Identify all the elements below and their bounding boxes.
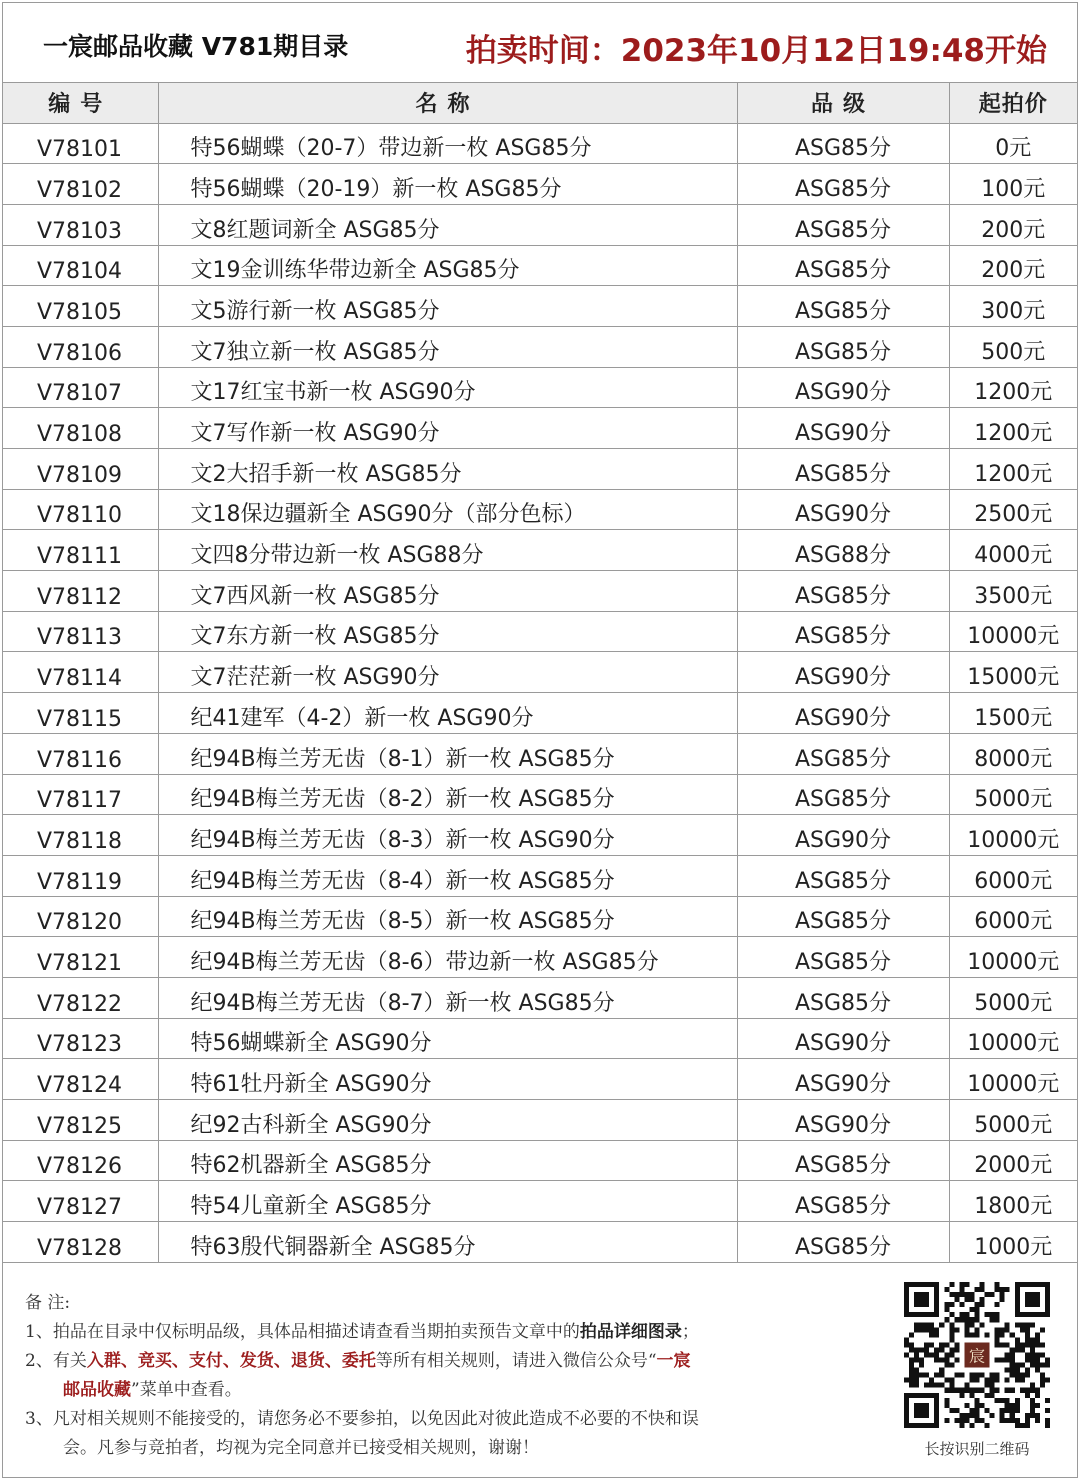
- item-name: 文7茫茫新一枚 ASG90分: [158, 652, 737, 693]
- lot-code: V78104: [3, 245, 158, 286]
- item-grade: ASG85分: [737, 855, 949, 896]
- item-grade: ASG85分: [737, 611, 949, 652]
- table-body: [3, 123, 1077, 1262]
- item-name: 文8红题词新全 ASG85分: [158, 204, 737, 245]
- item-name: 纪41建军（4-2）新一枚 ASG90分: [158, 693, 737, 734]
- start-price: 200元: [949, 204, 1077, 245]
- start-price: 1200元: [949, 408, 1077, 449]
- table-row: [3, 774, 1077, 815]
- start-price: 6000元: [949, 855, 1077, 896]
- item-grade: ASG85分: [737, 164, 949, 205]
- table-row: [3, 245, 1077, 286]
- lot-code: V78115: [3, 693, 158, 734]
- item-grade: ASG85分: [737, 245, 949, 286]
- lot-code: V78112: [3, 571, 158, 612]
- item-name: 纪92古科新全 ASG90分: [158, 1100, 737, 1141]
- item-name: 文18保边疆新全 ASG90分（部分色标）: [158, 489, 737, 530]
- item-name: 文7写作新一枚 ASG90分: [158, 408, 737, 449]
- start-price: 5000元: [949, 977, 1077, 1018]
- start-price: 8000元: [949, 733, 1077, 774]
- start-price: 1200元: [949, 449, 1077, 490]
- start-price: 10000元: [949, 1059, 1077, 1100]
- note-2: 2、有关入群、竞买、支付、发货、退货、委托等所有相关规则，请进入微信公众号“一宸: [25, 1351, 691, 1371]
- item-name: 文17红宝书新一枚 ASG90分: [158, 367, 737, 408]
- start-price: 4000元: [949, 530, 1077, 571]
- lot-code: V78124: [3, 1059, 158, 1100]
- table-row: [3, 1059, 1077, 1100]
- item-grade: ASG90分: [737, 408, 949, 449]
- table-row: [3, 1140, 1077, 1181]
- table-row: [3, 977, 1077, 1018]
- table-row: [3, 408, 1077, 449]
- note-1: 1、拍品在目录中仅标明品级，具体品相描述请查看当期拍卖预告文章中的拍品详细图录；: [25, 1322, 699, 1342]
- lot-code: V78118: [3, 815, 158, 856]
- item-grade: ASG85分: [737, 1181, 949, 1222]
- table-row: [3, 1181, 1077, 1222]
- item-grade: ASG90分: [737, 1059, 949, 1100]
- item-name: 特63殷代铜器新全 ASG85分: [158, 1222, 737, 1263]
- item-grade: ASG85分: [737, 977, 949, 1018]
- table-row: [3, 815, 1077, 856]
- item-grade: ASG90分: [737, 652, 949, 693]
- table-row: [3, 1222, 1077, 1263]
- start-price: 300元: [949, 286, 1077, 327]
- item-name: 特62机器新全 ASG85分: [158, 1140, 737, 1181]
- lot-code: V78125: [3, 1100, 158, 1141]
- col-header-grade: 品级: [737, 83, 949, 123]
- lot-code: V78101: [3, 123, 158, 164]
- note-3: 3、凡对相关规则不能接受的，请您务必不要参拍，以免因此对彼此造成不必要的不快和误: [25, 1409, 699, 1429]
- table-row: [3, 1018, 1077, 1059]
- table-row: [3, 367, 1077, 408]
- note-2-account-cont: 邮品收藏: [63, 1380, 131, 1400]
- qr-logo-char: 宸: [968, 1346, 986, 1366]
- note-1-emphasis: 拍品详细图录: [579, 1322, 682, 1342]
- lot-code: V78116: [3, 733, 158, 774]
- col-header-price: 起拍价: [949, 83, 1077, 123]
- start-price: 200元: [949, 245, 1077, 286]
- item-grade: ASG90分: [737, 1018, 949, 1059]
- start-price: 15000元: [949, 652, 1077, 693]
- lot-code: V78127: [3, 1181, 158, 1222]
- start-price: 1500元: [949, 693, 1077, 734]
- start-price: 2500元: [949, 489, 1077, 530]
- lot-code: V78103: [3, 204, 158, 245]
- lot-code: V78126: [3, 1140, 158, 1181]
- start-price: 100元: [949, 164, 1077, 205]
- notes-heading: 备 注:: [25, 1293, 71, 1313]
- item-grade: ASG85分: [737, 286, 949, 327]
- lot-code: V78110: [3, 489, 158, 530]
- catalog-table: [3, 83, 1077, 1263]
- note-2-continued: 邮品收藏”菜单中查看。: [63, 1380, 242, 1400]
- start-price: 1000元: [949, 1222, 1077, 1263]
- item-name: 文19金训练华带边新全 ASG85分: [158, 245, 737, 286]
- item-name: 特56蝴蝶（20-19）新一枚 ASG85分: [158, 164, 737, 205]
- lot-code: V78106: [3, 326, 158, 367]
- title-bar: [3, 3, 1077, 83]
- lot-code: V78109: [3, 449, 158, 490]
- item-grade: ASG90分: [737, 693, 949, 734]
- item-name: 文2大招手新一枚 ASG85分: [158, 449, 737, 490]
- lot-code: V78123: [3, 1018, 158, 1059]
- item-name: 纪94B梅兰芳无齿（8-2）新一枚 ASG85分: [158, 774, 737, 815]
- table-row: [3, 571, 1077, 612]
- item-name: 文7独立新一枚 ASG85分: [158, 326, 737, 367]
- table-row: [3, 652, 1077, 693]
- start-price: 10000元: [949, 611, 1077, 652]
- item-grade: ASG88分: [737, 530, 949, 571]
- qr-code-icon[interactable]: [904, 1282, 1050, 1428]
- lot-code: V78102: [3, 164, 158, 205]
- item-grade: ASG85分: [737, 896, 949, 937]
- item-grade: ASG90分: [737, 815, 949, 856]
- start-price: 1800元: [949, 1181, 1077, 1222]
- table-row: [3, 896, 1077, 937]
- item-grade: ASG85分: [737, 326, 949, 367]
- col-header-name: 名称: [158, 83, 737, 123]
- table-header-row: [3, 83, 1077, 123]
- item-name: 文7西风新一枚 ASG85分: [158, 571, 737, 612]
- table-row: [3, 530, 1077, 571]
- start-price: 1200元: [949, 367, 1077, 408]
- item-grade: ASG85分: [737, 204, 949, 245]
- item-name: 文四8分带边新一枚 ASG88分: [158, 530, 737, 571]
- item-grade: ASG85分: [737, 571, 949, 612]
- col-header-code: 编号: [3, 83, 158, 123]
- item-name: 特56蝴蝶（20-7）带边新一枚 ASG85分: [158, 123, 737, 164]
- table-row: [3, 123, 1077, 164]
- table-row: [3, 164, 1077, 205]
- lot-code: V78117: [3, 774, 158, 815]
- start-price: 5000元: [949, 774, 1077, 815]
- lot-code: V78111: [3, 530, 158, 571]
- start-price: 10000元: [949, 937, 1077, 978]
- item-name: 纪94B梅兰芳无齿（8-6）带边新一枚 ASG85分: [158, 937, 737, 978]
- item-grade: ASG85分: [737, 449, 949, 490]
- lot-code: V78119: [3, 855, 158, 896]
- lot-code: V78121: [3, 937, 158, 978]
- catalog-title: 一宸邮品收藏 V781期目录: [43, 32, 349, 61]
- item-grade: ASG85分: [737, 1140, 949, 1181]
- lot-code: V78122: [3, 977, 158, 1018]
- start-price: 5000元: [949, 1100, 1077, 1141]
- start-price: 0元: [949, 123, 1077, 164]
- table-row: [3, 693, 1077, 734]
- item-name: 纪94B梅兰芳无齿（8-4）新一枚 ASG85分: [158, 855, 737, 896]
- start-price: 3500元: [949, 571, 1077, 612]
- lot-code: V78113: [3, 611, 158, 652]
- note-2-account: 一宸: [656, 1351, 691, 1371]
- item-name: 纪94B梅兰芳无齿（8-5）新一枚 ASG85分: [158, 896, 737, 937]
- item-grade: ASG85分: [737, 123, 949, 164]
- lot-code: V78108: [3, 408, 158, 449]
- item-name: 文7东方新一枚 ASG85分: [158, 611, 737, 652]
- item-grade: ASG90分: [737, 1100, 949, 1141]
- table-row: [3, 204, 1077, 245]
- table-row: [3, 937, 1077, 978]
- item-grade: ASG85分: [737, 937, 949, 978]
- item-grade: ASG85分: [737, 733, 949, 774]
- lot-code: V78114: [3, 652, 158, 693]
- lot-code: V78120: [3, 896, 158, 937]
- table-row: [3, 326, 1077, 367]
- qr-caption: 长按识别二维码: [924, 1440, 1030, 1458]
- item-grade: ASG90分: [737, 489, 949, 530]
- item-name: 纪94B梅兰芳无齿（8-7）新一枚 ASG85分: [158, 977, 737, 1018]
- item-grade: ASG90分: [737, 367, 949, 408]
- item-name: 纪94B梅兰芳无齿（8-3）新一枚 ASG90分: [158, 815, 737, 856]
- start-price: 6000元: [949, 896, 1077, 937]
- item-name: 特54儿童新全 ASG85分: [158, 1181, 737, 1222]
- notes-section: [25, 1289, 865, 1463]
- table-row: [3, 489, 1077, 530]
- note-2-rules: 入群、竞买、支付、发货、退货、委托: [86, 1351, 376, 1371]
- table-row: [3, 1100, 1077, 1141]
- start-price: 10000元: [949, 815, 1077, 856]
- lot-code: V78107: [3, 367, 158, 408]
- item-name: 特56蝴蝶新全 ASG90分: [158, 1018, 737, 1059]
- item-name: 特61牡丹新全 ASG90分: [158, 1059, 737, 1100]
- table-row: [3, 286, 1077, 327]
- table-row: [3, 449, 1077, 490]
- table-row: [3, 611, 1077, 652]
- auction-time: 拍卖时间：2023年10月12日19:48开始: [465, 33, 1047, 69]
- catalog-page: [2, 2, 1078, 1478]
- item-name: 文5游行新一枚 ASG85分: [158, 286, 737, 327]
- item-grade: ASG85分: [737, 1222, 949, 1263]
- start-price: 2000元: [949, 1140, 1077, 1181]
- item-name: 纪94B梅兰芳无齿（8-1）新一枚 ASG85分: [158, 733, 737, 774]
- start-price: 500元: [949, 326, 1077, 367]
- table-row: [3, 855, 1077, 896]
- lot-code: V78128: [3, 1222, 158, 1263]
- lot-code: V78105: [3, 286, 158, 327]
- table-row: [3, 733, 1077, 774]
- item-grade: ASG85分: [737, 774, 949, 815]
- start-price: 10000元: [949, 1018, 1077, 1059]
- note-3-continued: 会。凡参与竞拍者，均视为完全同意并已接受相关规则，谢谢！: [63, 1438, 539, 1458]
